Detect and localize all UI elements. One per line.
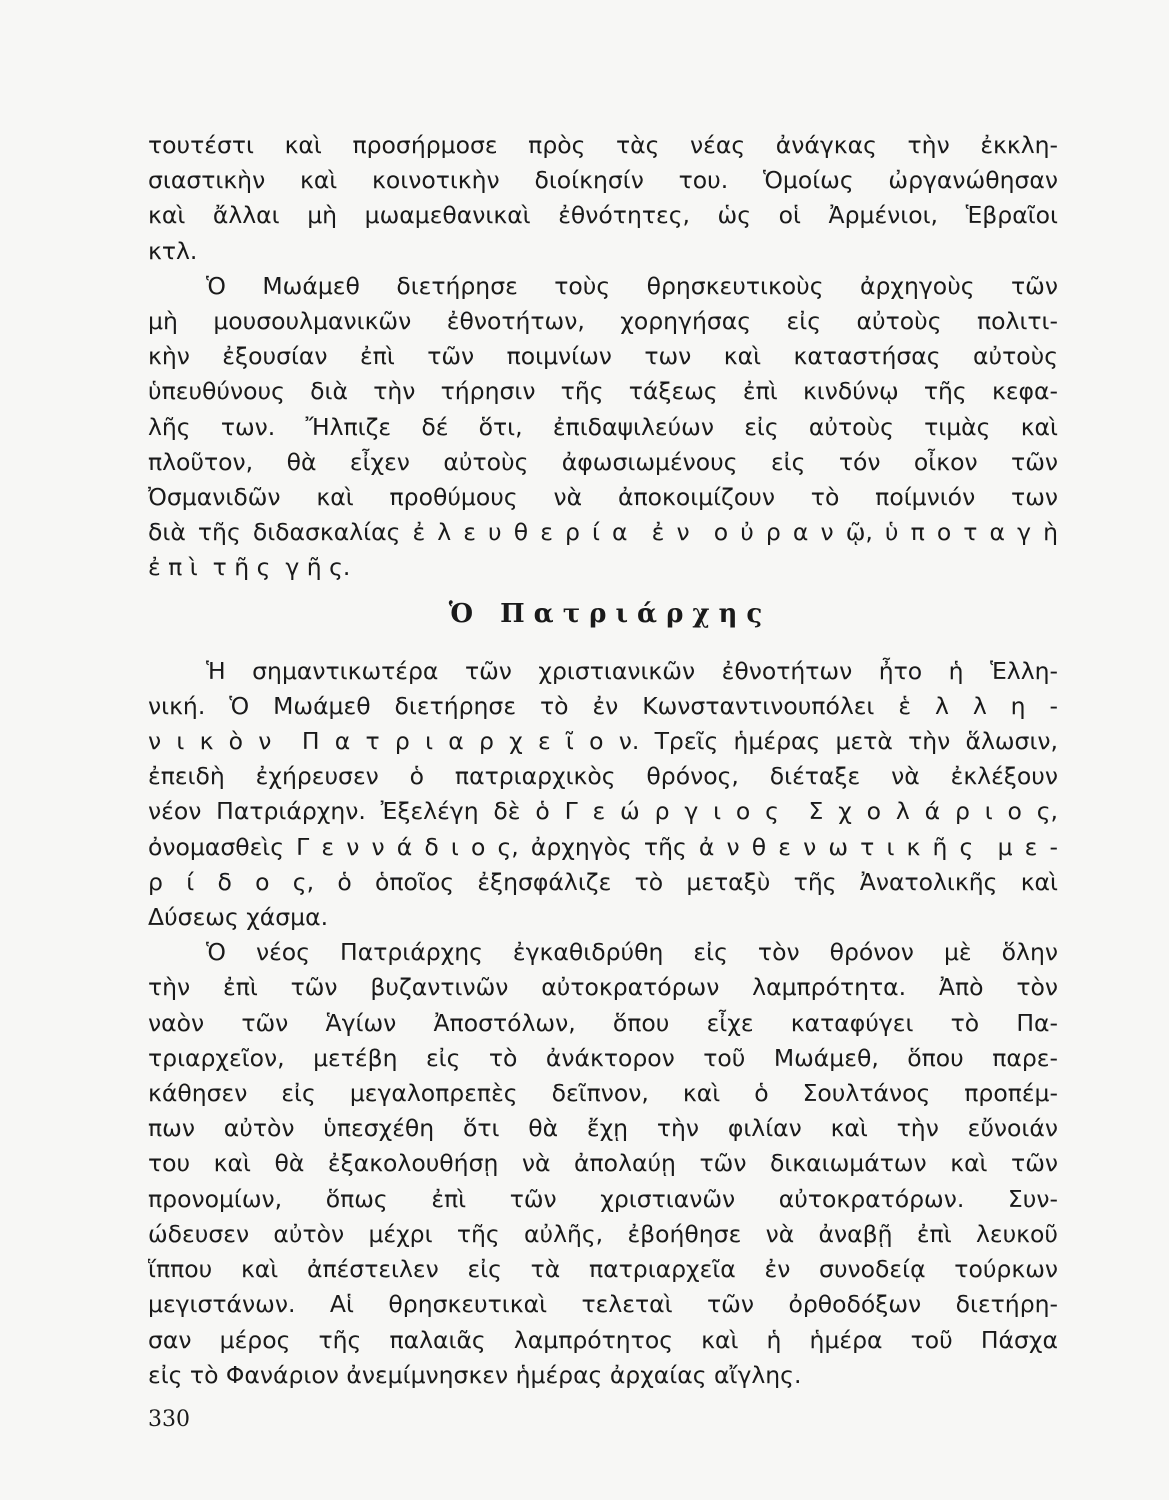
text-line: καὶ ἄλλαι μὴ μωαμεθανικαὶ ἐθνότητες, ὡς οἱ Ἀρμένιοι, Ἑβραῖοι bbox=[148, 201, 1058, 230]
text-line: τουτέστι καὶ προσήρμοσε πρὸς τὰς νέας ἀνάγκας τὴν ἐκκλη- bbox=[148, 131, 1058, 159]
page-number: 330 bbox=[148, 1407, 190, 1432]
text-line: νέον Πατριάρχην. Ἐξελέγη δὲ ὁ Γ ε ώ ρ γ ι ο ς Σ χ ο λ ά ρ ι ο ς, bbox=[148, 797, 1058, 826]
text-line: προνομίων, ὅπως ἐπὶ τῶν χριστιανῶν αὐτοκρατόρων. Συν- bbox=[148, 1184, 1058, 1213]
text-line: Ὁ Μωάμεθ διετήρησε τοὺς θρησκευτικοὺς ἀρχηγοὺς τῶν bbox=[206, 271, 1058, 300]
text-line: διὰ τῆς διδασκαλίας ἐ λ ε υ θ ε ρ ί α ἐ ν ο ὐ ρ α ν ῷ, ὑ π ο τ α γ ὴ bbox=[148, 518, 1058, 547]
text-line: σαν μέρος τῆς παλαιᾶς λαμπρότητος καὶ ἡ ἡμέρα τοῦ Πάσχα bbox=[148, 1325, 1058, 1354]
text-line: μεγιστάνων. Αἱ θρησκευτικαὶ τελεταὶ τῶν ὀρθοδόξων διετήρη- bbox=[148, 1290, 1058, 1319]
text-line: λῆς των. Ἤλπιζε δέ ὅτι, ἐπιδαψιλεύων εἰς αὐτοὺς τιμὰς καὶ bbox=[148, 412, 1058, 441]
text-line: ἐ π ὶ τ ῆ ς γ ῆ ς. bbox=[148, 553, 351, 582]
text-line: εἰς τὸ Φανάριον ἀνεμίμνησκεν ἡμέρας ἀρχαίας αἴγλης. bbox=[148, 1360, 802, 1389]
text-line: σιαστικὴν καὶ κοινοτικὴν διοίκησίν του. Ὁμοίως ὠργανώθησαν bbox=[148, 166, 1058, 195]
text-line: ρ ί δ ο ς, ὁ ὁποῖος ἐξησφάλιζε τὸ μεταξὺ τῆς Ἀνατολικῆς καὶ bbox=[148, 867, 1058, 896]
text-line: ὀνομασθεὶς Γ ε ν ν ά δ ι ο ς, ἀρχηγὸς τῆς ἀ ν θ ε ν ω τ ι κ ῆ ς μ ε - bbox=[148, 832, 1058, 861]
text-line: ώδευσεν αὐτὸν μέχρι τῆς αὐλῆς, ἐβοήθησε νὰ ἀναβῇ ἐπὶ λευκοῦ bbox=[148, 1219, 1058, 1248]
text-line: Δύσεως χάσμα. bbox=[148, 903, 329, 932]
text-line: ἐπειδὴ ἐχήρευσεν ὁ πατριαρχικὸς θρόνος, διέταξε νὰ ἐκλέξουν bbox=[148, 762, 1058, 791]
paragraph-patriarchate bbox=[148, 654, 1058, 936]
text-line: νική. Ὁ Μωάμεθ διετήρησε τὸ ἐν Κωνσταντινουπόλει ἑ λ λ η - bbox=[148, 691, 1058, 720]
paragraph-new-patriarch bbox=[148, 935, 1058, 1393]
text-line: πων αὐτὸν ὑπεσχέθη ὅτι θὰ ἔχῃ τὴν φιλίαν καὶ τὴν εὔνοιάν bbox=[148, 1114, 1058, 1143]
text-line: ὑπευθύνους διὰ τὴν τήρησιν τῆς τάξεως ἐπὶ κινδύνῳ τῆς κεφα- bbox=[148, 377, 1058, 406]
section-heading: Ὁ Πατριάρχης bbox=[448, 598, 772, 629]
text-line: Ὀσμανιδῶν καὶ προθύμους νὰ ἀποκοιμίζουν τὸ ποίμνιόν των bbox=[148, 483, 1058, 512]
page-body bbox=[148, 128, 1058, 1468]
text-line: Ἡ σημαντικωτέρα τῶν χριστιανικῶν ἐθνοτήτων ἦτο ἡ Ἑλλη- bbox=[206, 656, 1058, 685]
text-line: μὴ μουσουλμανικῶν ἐθνοτήτων, χορηγήσας εἰς αὐτοὺς πολιτι- bbox=[148, 307, 1058, 336]
text-line: ἵππου καὶ ἀπέστειλεν εἰς τὰ πατριαρχεῖα ἐν συνοδείᾳ τούρκων bbox=[148, 1255, 1058, 1284]
text-line: του καὶ θὰ ἐξακολουθήσῃ νὰ ἀπολαύῃ τῶν δικαιωμάτων καὶ τῶν bbox=[148, 1149, 1058, 1178]
text-line: κάθησεν εἰς μεγαλοπρεπὲς δεῖπνον, καὶ ὁ Σουλτάνος προπέμ- bbox=[148, 1079, 1058, 1108]
text-line: κτλ. bbox=[148, 236, 198, 265]
text-line: τὴν ἐπὶ τῶν βυζαντινῶν αὐτοκρατόρων λαμπρότητα. Ἀπὸ τὸν bbox=[148, 973, 1058, 1002]
paragraph-mehmed bbox=[148, 269, 1058, 586]
text-line: ναὸν τῶν Ἁγίων Ἀποστόλων, ὅπου εἶχε καταφύγει τὸ Πα- bbox=[148, 1008, 1058, 1037]
text-line: τριαρχεῖον, μετέβη εἰς τὸ ἀνάκτορον τοῦ Μωάμεθ, ὅπου παρε- bbox=[148, 1043, 1058, 1072]
text-line: ν ι κ ὸ ν Π α τ ρ ι α ρ χ ε ῖ ο ν. Τρεῖς ἡμέρας μετὰ τὴν ἅλωσιν, bbox=[148, 727, 1058, 756]
text-line: πλοῦτον, θὰ εἶχεν αὐτοὺς ἀφωσιωμένους εἰς τόν οἶκον τῶν bbox=[148, 447, 1058, 476]
text-line: κὴν ἐξουσίαν ἐπὶ τῶν ποιμνίων των καὶ καταστήσας αὐτοὺς bbox=[148, 342, 1058, 371]
paragraph-intro bbox=[148, 128, 1058, 269]
text-line: Ὁ νέος Πατριάρχης ἐγκαθιδρύθη εἰς τὸν θρόνον μὲ ὅλην bbox=[206, 938, 1058, 967]
